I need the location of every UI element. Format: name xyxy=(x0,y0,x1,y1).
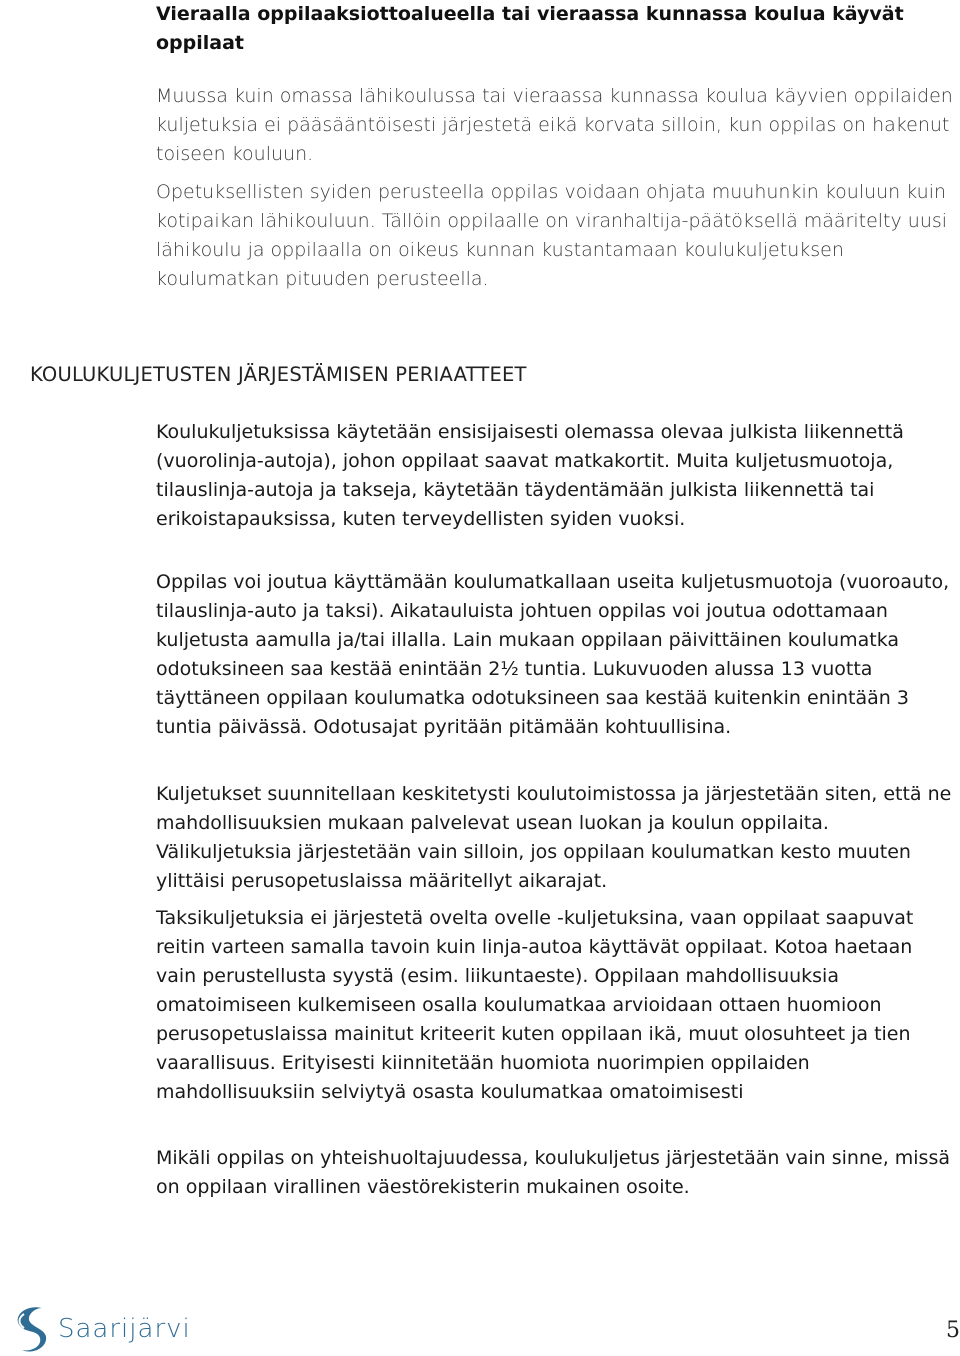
section-title: KOULUKULJETUSTEN JÄRJESTÄMISEN PERIAATTEET xyxy=(30,363,527,386)
intro-paragraph-2-second: Tällöin oppilaalle on viranhaltija-päätöksellä määritelty uusi lähikoulu ja oppilaalla on oikeus kunnan kustantamaan koulukuljetuksen koulumatkan pituuden perusteella. xyxy=(156,210,948,290)
logo-text: Saarijärvi xyxy=(58,1314,191,1344)
body-paragraph-5: Mikäli oppilas on yhteishuoltajuudessa, koulukuljetus järjestetään vain sinne, missä on oppilaan virallinen väestörekisterin mukainen osoite. xyxy=(156,1147,951,1198)
intro-paragraph-2-first: Opetuksellisten syiden perusteella oppilas voidaan ohjata muuhunkin kouluun kuin kotipaikan lähikouluun. xyxy=(156,181,947,232)
body-paragraph-4: Taksikuljetuksia ei järjestetä ovelta ovelle -kuljetuksina, vaan oppilaat saapuvat reitin varteen samalla tavoin kuin linja-autoa käyttävät oppilaat. Kotoa haetaan vain perustellusta syystä (esim. liikuntaeste). Oppilaan mahdollisuuksia omatoimiseen kulkemiseen osalla koulumatkaa arvioidaan ottaen huomioon perusopetuslaissa mainitut kriteerit kuten oppilaan ikä, muut olosuhteet ja tien vaarallisuus. Erityisesti kiinnitetään huomiota nuorimpien oppilaiden mahdollisuuksiin selviytyä osasta koulumatkaa omatoimisesti xyxy=(156,907,914,1103)
page-number: 5 xyxy=(946,1318,960,1343)
body-paragraph-1: Koulukuljetuksissa käytetään ensisijaisesti olemassa olevaa julkista liikennettä (vuorolinja-autoja), johon oppilaat saavat matkakortit. Muita kuljetusmuotoja, tilauslinja-autoja ja takseja, käytetään täydentämään julkista liikennettä tai erikoistapauksissa, kuten terveydellisten syiden vuoksi. xyxy=(156,421,904,530)
saarijarvi-logo-icon xyxy=(4,1302,58,1356)
intro-paragraph-1: Muussa kuin omassa lähikoulussa tai vieraassa kunnassa koulua käyvien oppilaiden kuljetuksia ei pääsääntöisesti järjestetä eikä korvata silloin, kun oppilas on hakenut toiseen kouluun. xyxy=(156,85,953,165)
body-paragraph-3: Kuljetukset suunnitellaan keskitetysti koulutoimistossa ja järjestetään siten, että ne mahdollisuuksien mukaan palvelevat usean luokan ja koulun oppilaita. Välikuljetuksia järjestetään vain silloin, jos oppilaan koulumatkan kesto muuten ylittäisi perusopetuslaissa määritellyt aikarajat. xyxy=(156,783,952,892)
section-heading: Vieraalla oppilaaksiottoalueella tai vieraassa kunnassa koulua käyvät oppilaat xyxy=(156,3,904,54)
footer-logo xyxy=(4,1302,214,1356)
body-paragraph-2: Oppilas voi joutua käyttämään koulumatkallaan useita kuljetusmuotoja (vuoroauto, tilauslinja-auto ja taksi). Aikatauluista johtuen oppilas voi joutua odottamaan kuljetusta aamulla ja/tai illalla. Lain mukaan oppilaan päivittäinen koulumatka odotuksineen saa kestää enintään 2½ tuntia. Lukuvuoden alussa 13 vuotta täyttäneen oppilaan koulumatka odotuksineen saa kestää kuitenkin enintään 3 tuntia päivässä. Odotusajat pyritään pitämään kohtuullisina. xyxy=(156,571,950,738)
intro-paragraph-2 xyxy=(156,178,956,294)
